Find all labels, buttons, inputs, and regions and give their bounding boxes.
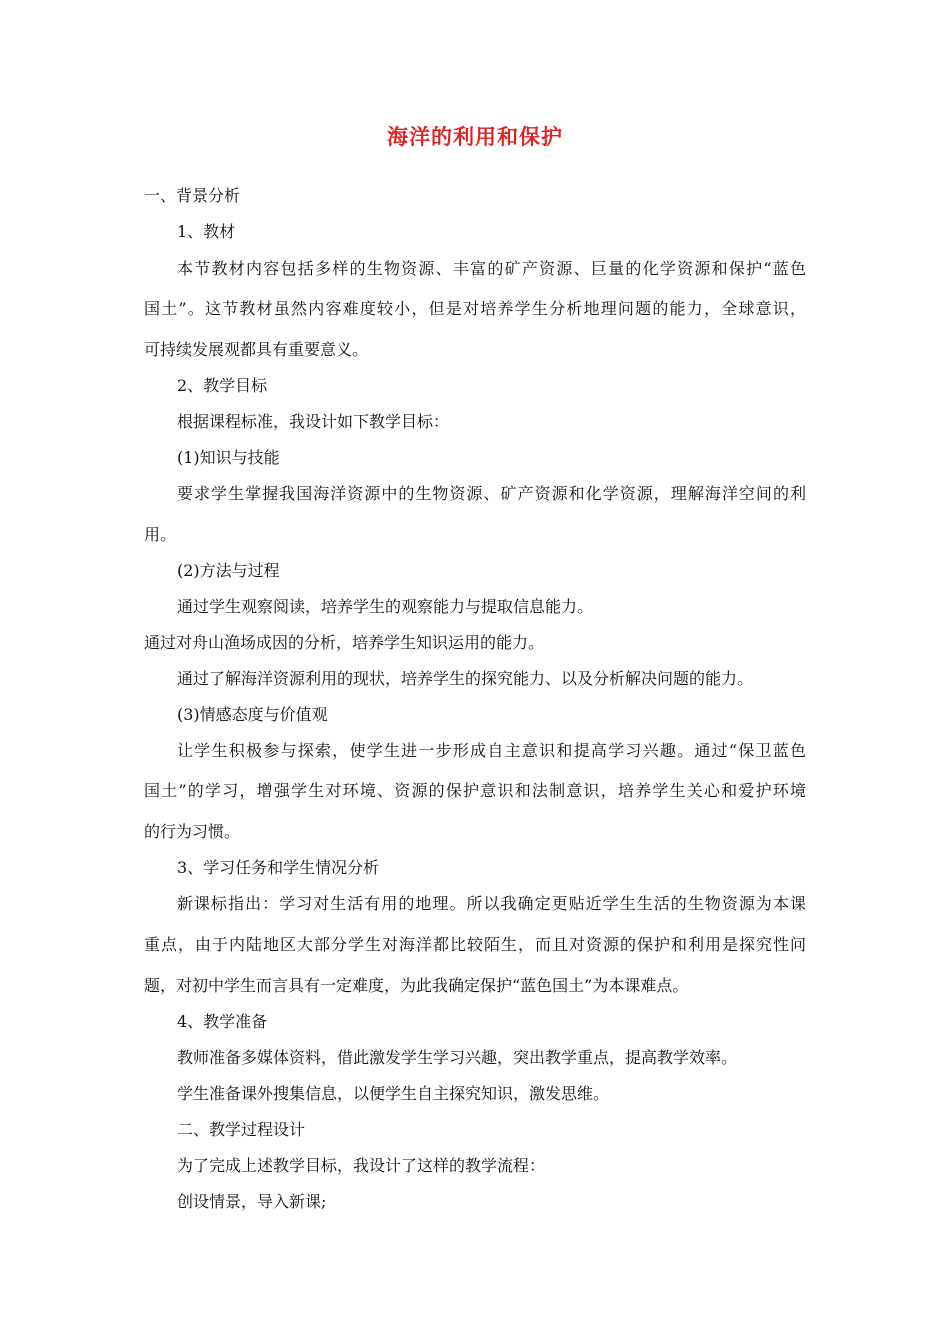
paragraph-line: 的行为习惯。 [144, 822, 241, 841]
paragraph-line: 为了完成上述教学目标，我设计了这样的教学流程： [177, 1156, 546, 1175]
document-title: 海洋的利用和保护 [387, 125, 563, 149]
subheading-method-process: (2)方法与过程 [177, 561, 280, 580]
paragraph-line: 本节教材内容包括多样的生物资源、丰富的矿产资源、巨量的化学资源和保护“蓝色 [177, 259, 806, 278]
section-heading-process-design: 二、教学过程设计 [177, 1120, 306, 1139]
paragraph-line: 创设情景，导入新课; [177, 1192, 327, 1211]
subheading-knowledge-skills: (1)知识与技能 [177, 448, 280, 467]
paragraph-line: 用。 [144, 525, 177, 544]
subheading-learning-tasks: 3、学习任务和学生情况分析 [177, 858, 380, 877]
paragraph-line: 根据课程标准，我设计如下教学目标： [177, 412, 450, 431]
paragraph-line: 通过了解海洋资源利用的现状，培养学生的探究能力、以及分析解决问题的能力。 [177, 669, 754, 688]
paragraph-line: 学生准备课外搜集信息，以便学生自主探究知识，激发思维。 [177, 1084, 610, 1103]
paragraph-line: 要求学生掌握我国海洋资源中的生物资源、矿产资源和化学资源，理解海洋空间的利 [177, 484, 806, 503]
paragraph-line: 让学生积极参与探索，使学生进一步形成自主意识和提高学习兴趣。通过“保卫蓝色 [177, 741, 806, 760]
paragraph-line: 题，对初中学生而言具有一定难度，为此我确定保护“蓝色国土”为本课难点。 [144, 976, 689, 995]
subheading-attitude-values: (3)情感态度与价值观 [177, 705, 328, 724]
paragraph-line: 教师准备多媒体资料，借此激发学生学习兴趣，突出教学重点，提高教学效率。 [177, 1048, 738, 1067]
paragraph-line: 重点，由于内陆地区大部分学生对海洋都比较陌生，而且对资源的保护和利用是探究性问 [144, 935, 806, 954]
section-heading-background: 一、背景分析 [144, 186, 241, 205]
paragraph-line: 国土”的学习，增强学生对环境、资源的保护意识和法制意识，培养学生关心和爱护环境 [144, 781, 806, 800]
paragraph-line: 通过对舟山渔场成因的分析，培养学生知识运用的能力。 [144, 633, 545, 652]
paragraph-line: 通过学生观察阅读，培养学生的观察能力与提取信息能力。 [177, 597, 594, 616]
subheading-teaching-preparation: 4、教学准备 [177, 1012, 268, 1031]
subheading-teaching-goals: 2、教学目标 [177, 376, 268, 395]
paragraph-line: 新课标指出：学习对生活有用的地理。所以我确定更贴近学生生活的生物资源为本课 [177, 894, 806, 913]
paragraph-line: 可持续发展观都具有重要意义。 [144, 340, 369, 359]
subheading-textbook: 1、教材 [177, 222, 236, 241]
paragraph-line: 国土”。这节教材虽然内容难度较小，但是对培养学生分析地理问题的能力，全球意识， [144, 299, 806, 318]
